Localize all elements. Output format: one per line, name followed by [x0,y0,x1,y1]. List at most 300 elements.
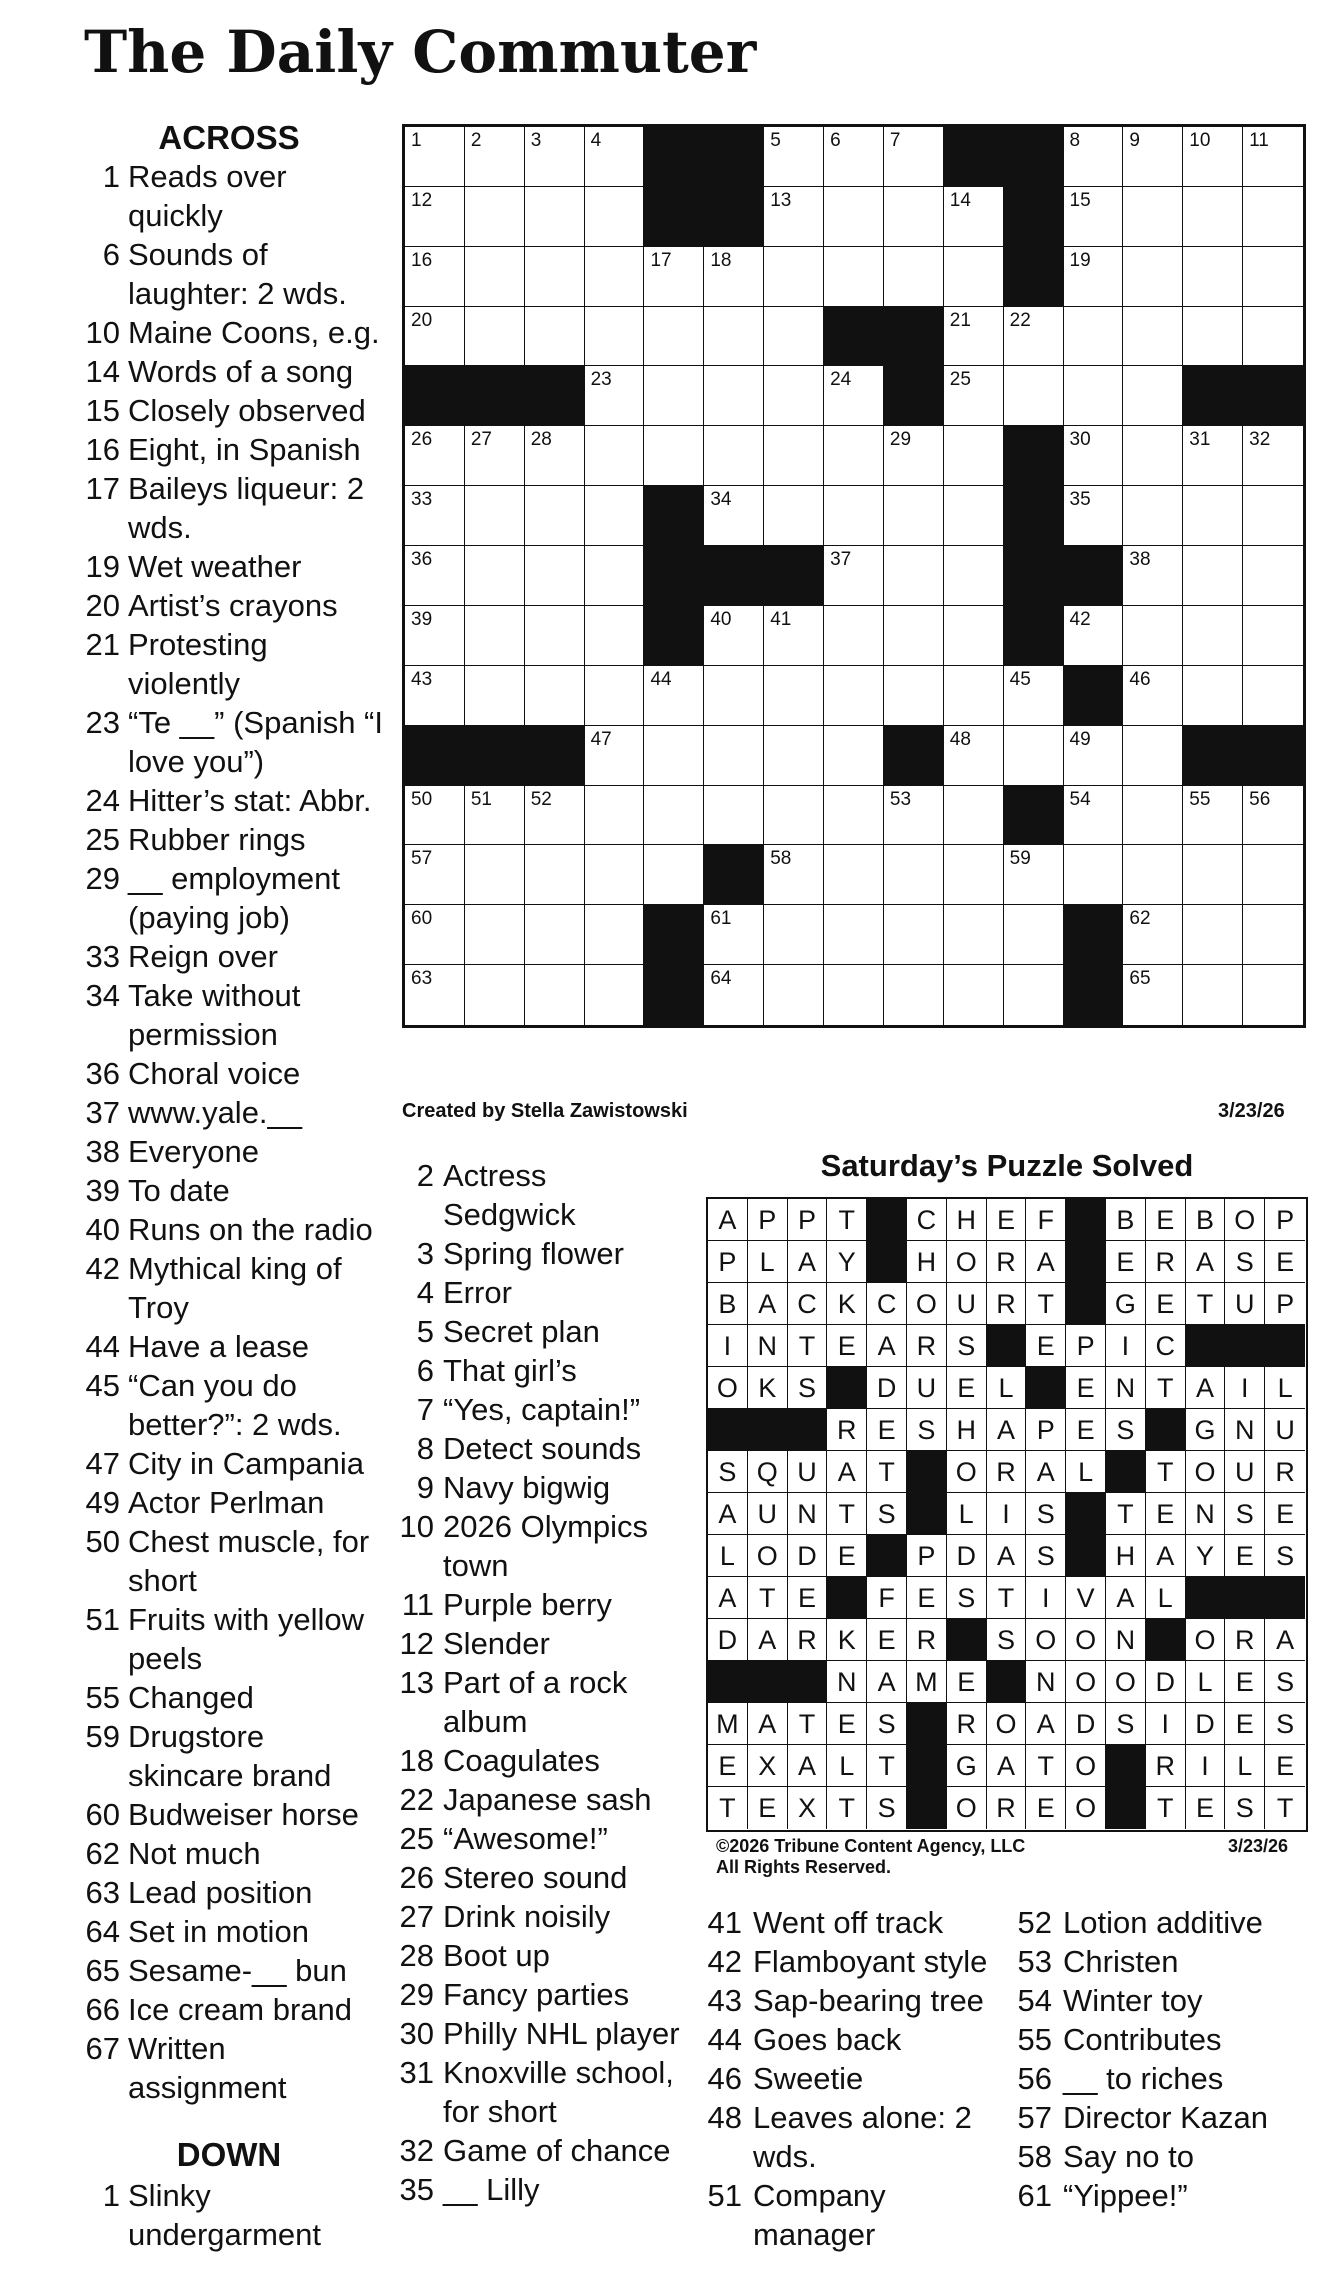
clue-down-col3-51 [706,2176,1006,2254]
grid-block [525,726,585,786]
grid-cell[interactable] [585,786,645,846]
clue-number: 16 [85,432,120,467]
grid-cell[interactable] [465,426,525,486]
grid-cell[interactable] [1183,606,1243,666]
solution-letter: A [708,1577,748,1619]
cell-number: 9 [1129,130,1140,151]
solution-block [788,1661,828,1703]
grid-cell[interactable] [644,366,704,426]
solution-letter: R [1265,1451,1305,1493]
grid-cell[interactable] [465,786,525,846]
grid-cell[interactable] [764,965,824,1025]
rights-line: All Rights Reserved. [716,1857,892,1877]
grid-cell[interactable] [1064,786,1124,846]
grid-cell[interactable] [1183,426,1243,486]
clue-across-47 [84,1444,384,1483]
grid-cell[interactable] [764,187,824,247]
grid-cell[interactable] [1064,726,1124,786]
solution-letter: A [1186,1367,1226,1409]
clue-across-29 [84,859,384,937]
grid-cell[interactable] [1123,845,1183,905]
grid-cell[interactable] [824,187,884,247]
grid-cell[interactable] [525,905,585,965]
grid-cell[interactable] [585,127,645,187]
grid-cell[interactable] [465,666,525,726]
clue-down-col4-61 [1016,2176,1316,2215]
grid-cell[interactable] [764,486,824,546]
grid-cell[interactable] [525,187,585,247]
grid-cell[interactable] [1064,247,1124,307]
grid-cell[interactable] [704,786,764,846]
solution-letter: S [1225,1493,1265,1535]
solution-letter: R [907,1619,947,1661]
clue-number: 29 [85,861,120,896]
copyright-notice [716,1836,1025,1878]
clue-across-45 [84,1366,384,1444]
grid-cell[interactable] [1243,965,1303,1025]
grid-cell[interactable] [1064,486,1124,546]
grid-cell[interactable] [1243,426,1303,486]
clue-text: “Yippee!” [1063,2178,1188,2213]
grid-cell[interactable] [644,666,704,726]
grid-cell[interactable] [405,187,465,247]
grid-cell[interactable] [644,247,704,307]
grid-cell[interactable] [1183,486,1243,546]
grid-cell[interactable] [704,666,764,726]
solution-letter: V [1066,1577,1106,1619]
clue-number: 32 [399,2133,434,2168]
grid-cell[interactable] [1004,666,1064,726]
grid-cell[interactable] [1004,965,1064,1025]
grid-cell[interactable] [1123,187,1183,247]
solution-letter: S [788,1367,828,1409]
grid-cell[interactable] [764,845,824,905]
solution-letter: N [1106,1367,1146,1409]
grid-cell[interactable] [1004,307,1064,367]
grid-cell[interactable] [1243,486,1303,546]
clue-down-col2-9 [396,1468,686,1507]
grid-cell[interactable] [884,187,944,247]
clue-number: 37 [85,1095,120,1130]
grid-cell[interactable] [824,666,884,726]
grid-cell[interactable] [1123,965,1183,1025]
grid-cell[interactable] [764,666,824,726]
grid-cell[interactable] [944,666,1004,726]
clue-across-64 [84,1912,384,1951]
grid-cell[interactable] [1243,307,1303,367]
grid-cell[interactable] [585,666,645,726]
grid-cell[interactable] [405,905,465,965]
grid-cell[interactable] [585,187,645,247]
grid-cell[interactable] [1243,905,1303,965]
grid-cell[interactable] [525,127,585,187]
grid-cell[interactable] [405,486,465,546]
grid-cell[interactable] [525,666,585,726]
grid-cell[interactable] [405,307,465,367]
grid-cell[interactable] [944,905,1004,965]
solution-letter: O [1225,1199,1265,1241]
grid-cell[interactable] [1243,546,1303,606]
clue-across-38 [84,1132,384,1171]
grid-cell[interactable] [824,965,884,1025]
grid-cell[interactable] [1123,366,1183,426]
grid-cell[interactable] [525,486,585,546]
grid-cell[interactable] [644,786,704,846]
cell-number: 20 [411,309,433,331]
cell-number: 15 [1069,189,1091,211]
grid-cell[interactable] [824,726,884,786]
grid-cell[interactable] [405,965,465,1025]
grid-cell[interactable] [585,486,645,546]
grid-cell[interactable] [884,845,944,905]
clue-text: Company manager [753,2178,886,2252]
grid-cell[interactable] [764,127,824,187]
grid-cell[interactable] [764,905,824,965]
clue-number: 20 [85,588,120,623]
grid-cell[interactable] [944,187,1004,247]
grid-cell[interactable] [944,845,1004,905]
grid-cell[interactable] [465,127,525,187]
grid-cell[interactable] [1243,187,1303,247]
grid-cell[interactable] [1183,965,1243,1025]
grid-cell[interactable] [704,606,764,666]
grid-cell[interactable] [944,366,1004,426]
grid-cell[interactable] [585,307,645,367]
grid-cell[interactable] [644,426,704,486]
solution-letter: E [1265,1241,1305,1283]
clue-text: Maine Coons, e.g. [128,315,380,350]
grid-cell[interactable] [1123,486,1183,546]
grid-cell[interactable] [465,486,525,546]
grid-cell[interactable] [405,426,465,486]
grid-cell[interactable] [1123,546,1183,606]
clue-text: Rubber rings [128,822,306,857]
grid-cell[interactable] [1064,187,1124,247]
grid-cell[interactable] [1064,606,1124,666]
solution-letter: T [788,1325,828,1367]
grid-cell[interactable] [525,307,585,367]
clue-down-col3-43 [706,1981,1006,2020]
grid-cell[interactable] [704,905,764,965]
clue-across-15 [84,391,384,430]
clue-text: Words of a song [128,354,354,389]
grid-cell[interactable] [465,905,525,965]
grid-cell[interactable] [525,965,585,1025]
grid-cell[interactable] [884,486,944,546]
clue-number: 66 [85,1992,120,2027]
grid-cell[interactable] [944,546,1004,606]
grid-cell[interactable] [824,426,884,486]
grid-cell[interactable] [944,307,1004,367]
solution-letter: Y [827,1241,867,1283]
grid-cell[interactable] [704,247,764,307]
solution-letter: C [1146,1325,1186,1367]
clue-text: Actor Perlman [128,1485,325,1520]
grid-cell[interactable] [1243,666,1303,726]
grid-cell[interactable] [1064,307,1124,367]
cell-number: 40 [710,608,732,630]
grid-cell[interactable] [1183,786,1243,846]
solution-letter: N [748,1325,788,1367]
grid-cell[interactable] [704,366,764,426]
grid-cell[interactable] [525,247,585,307]
grid-cell[interactable] [764,307,824,367]
solution-letter: K [827,1619,867,1661]
cell-number: 27 [470,429,492,451]
cell-number: 50 [411,788,433,810]
grid-cell[interactable] [525,786,585,846]
grid-block [1004,426,1064,486]
grid-cell[interactable] [884,426,944,486]
solution-block [1146,1619,1186,1661]
solution-letter: D [1186,1703,1226,1745]
clue-down-col4-53 [1016,1942,1316,1981]
grid-cell[interactable] [1004,905,1064,965]
grid-cell[interactable] [644,307,704,367]
solution-letter: H [947,1199,987,1241]
clue-text: Knoxville school, for short [443,2055,674,2129]
grid-cell[interactable] [1183,307,1243,367]
grid-cell[interactable] [944,965,1004,1025]
grid-cell[interactable] [944,606,1004,666]
grid-cell[interactable] [405,546,465,606]
grid-cell[interactable] [824,845,884,905]
grid-cell[interactable] [525,845,585,905]
grid-cell[interactable] [405,666,465,726]
clue-down-col4-54 [1016,1981,1316,2020]
grid-cell[interactable] [1183,187,1243,247]
clue-text: Fruits with yellow peels [128,1602,364,1676]
clue-text: Navy bigwig [443,1470,611,1505]
grid-block [465,366,525,426]
grid-cell[interactable] [1243,786,1303,846]
clue-number: 1 [102,2178,120,2213]
cell-number: 64 [710,968,732,990]
grid-cell[interactable] [465,546,525,606]
grid-cell[interactable] [764,606,824,666]
puzzle-credit: Created by Stella Zawistowski [402,1100,688,1122]
grid-cell[interactable] [944,486,1004,546]
grid-cell[interactable] [1243,247,1303,307]
grid-cell[interactable] [764,726,824,786]
grid-cell[interactable] [824,786,884,846]
grid-cell[interactable] [1183,905,1243,965]
solution-letter: S [867,1787,907,1829]
solution-letter: T [748,1577,788,1619]
solution-letter: O [907,1283,947,1325]
grid-cell[interactable] [465,845,525,905]
grid-cell[interactable] [644,726,704,786]
grid-cell[interactable] [884,546,944,606]
grid-cell[interactable] [944,786,1004,846]
clue-down-col4-56 [1016,2059,1316,2098]
grid-cell[interactable] [1123,726,1183,786]
clue-number: 49 [85,1485,120,1520]
grid-cell[interactable] [585,366,645,426]
grid-cell[interactable] [824,486,884,546]
grid-cell[interactable] [585,606,645,666]
clue-text: Secret plan [443,1314,600,1349]
solution-block [907,1451,947,1493]
cell-number: 46 [1129,668,1151,690]
grid-cell[interactable] [884,127,944,187]
cell-number: 57 [411,848,433,870]
grid-cell[interactable] [1243,127,1303,187]
grid-cell[interactable] [1243,845,1303,905]
grid-cell[interactable] [884,965,944,1025]
grid-cell[interactable] [1123,426,1183,486]
clue-text: Wet weather [128,549,302,584]
grid-cell[interactable] [1123,666,1183,726]
grid-cell[interactable] [944,426,1004,486]
cell-number: 30 [1069,429,1091,451]
grid-cell[interactable] [1183,666,1243,726]
clue-number: 34 [85,978,120,1013]
solution-letter: E [1026,1787,1066,1829]
grid-cell[interactable] [704,726,764,786]
crossword-grid[interactable] [402,124,1306,1028]
solution-letter: E [867,1409,907,1451]
grid-cell[interactable] [1123,786,1183,846]
grid-cell[interactable] [1123,127,1183,187]
grid-cell[interactable] [585,546,645,606]
solution-letter: C [907,1199,947,1241]
solution-block [867,1241,907,1283]
clue-number: 26 [399,1860,434,1895]
grid-cell[interactable] [465,187,525,247]
grid-cell[interactable] [405,247,465,307]
clue-number: 54 [1017,1983,1052,2018]
grid-cell[interactable] [585,845,645,905]
clue-number: 19 [85,549,120,584]
grid-cell[interactable] [884,606,944,666]
grid-cell[interactable] [1064,127,1124,187]
grid-block [644,486,704,546]
grid-cell[interactable] [585,905,645,965]
grid-cell[interactable] [585,965,645,1025]
grid-cell[interactable] [944,726,1004,786]
grid-cell[interactable] [1243,606,1303,666]
grid-cell[interactable] [704,426,764,486]
clue-down-col3-44 [706,2020,1006,2059]
solution-letter: E [827,1535,867,1577]
grid-cell[interactable] [465,965,525,1025]
grid-block [1004,127,1064,187]
cell-number: 55 [1189,788,1211,810]
grid-cell[interactable] [585,726,645,786]
grid-cell[interactable] [1183,127,1243,187]
clue-number: 14 [85,354,120,389]
cell-number: 26 [411,429,433,451]
grid-cell[interactable] [465,307,525,367]
clue-text: Baileys liqueur: 2 wds. [128,471,365,545]
grid-cell[interactable] [1123,606,1183,666]
solution-letter: R [1146,1745,1186,1787]
solution-letter: A [1026,1703,1066,1745]
solution-letter: O [987,1703,1027,1745]
grid-cell[interactable] [525,546,585,606]
grid-cell[interactable] [1123,247,1183,307]
grid-cell[interactable] [1064,426,1124,486]
grid-cell[interactable] [1123,905,1183,965]
grid-cell[interactable] [1004,726,1064,786]
grid-cell[interactable] [465,606,525,666]
grid-cell[interactable] [884,247,944,307]
clue-number: 9 [416,1470,434,1505]
clue-number: 12 [399,1626,434,1661]
clue-number: 53 [1017,1944,1052,1979]
grid-cell[interactable] [405,786,465,846]
solution-letter: R [987,1283,1027,1325]
grid-cell[interactable] [764,366,824,426]
grid-block [644,965,704,1025]
grid-cell[interactable] [824,905,884,965]
grid-cell[interactable] [1123,307,1183,367]
cell-number: 14 [949,189,971,211]
grid-cell[interactable] [944,247,1004,307]
grid-cell[interactable] [585,247,645,307]
clue-number: 11 [401,1587,434,1622]
grid-cell[interactable] [764,247,824,307]
clue-text: Winter toy [1063,1983,1203,2018]
grid-cell[interactable] [884,666,944,726]
solution-letter: E [947,1661,987,1703]
solution-letter: E [1225,1661,1265,1703]
grid-cell[interactable] [405,845,465,905]
grid-cell[interactable] [1004,845,1064,905]
grid-cell[interactable] [824,247,884,307]
solution-letter: E [708,1745,748,1787]
grid-cell[interactable] [1004,366,1064,426]
grid-cell[interactable] [525,426,585,486]
grid-cell[interactable] [764,426,824,486]
grid-cell[interactable] [824,546,884,606]
grid-cell[interactable] [884,786,944,846]
grid-cell[interactable] [1183,247,1243,307]
grid-cell[interactable] [644,845,704,905]
clue-number: 47 [85,1446,120,1481]
clue-text: Reads over quickly [128,159,287,233]
grid-cell[interactable] [1183,546,1243,606]
grid-block [704,546,764,606]
grid-cell[interactable] [824,366,884,426]
solution-letter: T [1146,1367,1186,1409]
solution-block [1186,1577,1226,1619]
grid-cell[interactable] [1183,845,1243,905]
cell-number: 62 [1129,908,1151,930]
grid-cell[interactable] [585,426,645,486]
solution-letter: A [708,1493,748,1535]
grid-cell[interactable] [525,606,585,666]
grid-cell[interactable] [764,786,824,846]
grid-cell[interactable] [465,247,525,307]
solution-block [1066,1199,1106,1241]
clue-number: 29 [399,1977,434,2012]
grid-cell[interactable] [704,307,764,367]
grid-cell[interactable] [824,127,884,187]
grid-cell[interactable] [1064,366,1124,426]
grid-cell[interactable] [405,127,465,187]
grid-cell[interactable] [704,965,764,1025]
clue-text: Runs on the radio [128,1212,373,1247]
grid-cell[interactable] [405,606,465,666]
grid-cell[interactable] [1064,845,1124,905]
grid-cell[interactable] [704,486,764,546]
solution-letter: I [708,1325,748,1367]
clue-text: “Can you do better?”: 2 wds. [128,1368,342,1442]
grid-cell[interactable] [884,905,944,965]
grid-cell[interactable] [824,606,884,666]
